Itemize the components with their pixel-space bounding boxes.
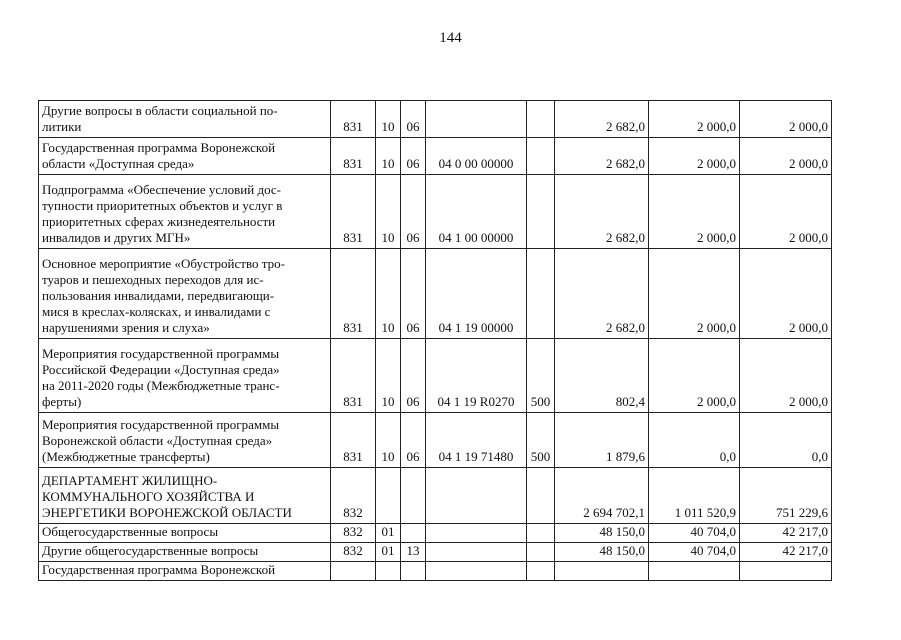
- cell-grbs: 831: [331, 138, 376, 175]
- cell-section: 10: [376, 249, 401, 339]
- cell-grbs: 831: [331, 175, 376, 249]
- cell-amount-year3: 2 000,0: [740, 339, 832, 413]
- cell-amount-year1: 2 682,0: [555, 175, 649, 249]
- cell-subsection: [401, 562, 426, 581]
- cell-grbs: 832: [331, 468, 376, 524]
- cell-amount-year3: 751 229,6: [740, 468, 832, 524]
- cell-grbs: 831: [331, 101, 376, 138]
- cell-section: 01: [376, 524, 401, 543]
- cell-grbs: 832: [331, 543, 376, 562]
- cell-amount-year2: 2 000,0: [649, 175, 740, 249]
- cell-subsection: 06: [401, 101, 426, 138]
- cell-target-article: 04 1 19 R0270: [426, 339, 527, 413]
- cell-amount-year3: 2 000,0: [740, 175, 832, 249]
- budget-table: [38, 100, 832, 581]
- cell-section: 10: [376, 101, 401, 138]
- cell-grbs: 831: [331, 413, 376, 468]
- table-row: [39, 249, 832, 339]
- row-name: Другие вопросы в области социальной по- литики: [39, 101, 331, 138]
- cell-target-article: 04 1 00 00000: [426, 175, 527, 249]
- cell-amount-year2: 40 704,0: [649, 524, 740, 543]
- cell-amount-year1: 2 682,0: [555, 138, 649, 175]
- cell-section: 10: [376, 339, 401, 413]
- cell-target-article: [426, 543, 527, 562]
- cell-amount-year1: 48 150,0: [555, 543, 649, 562]
- row-name: Другие общегосударственные вопросы: [39, 543, 331, 562]
- cell-section: [376, 468, 401, 524]
- cell-amount-year3: 0,0: [740, 413, 832, 468]
- cell-subsection: 13: [401, 543, 426, 562]
- cell-amount-year2: 2 000,0: [649, 101, 740, 138]
- row-name: Общегосударственные вопросы: [39, 524, 331, 543]
- cell-amount-year1: 2 682,0: [555, 249, 649, 339]
- cell-section: 10: [376, 138, 401, 175]
- cell-expense-type: [527, 562, 555, 581]
- cell-amount-year2: 2 000,0: [649, 138, 740, 175]
- cell-section: 10: [376, 413, 401, 468]
- cell-subsection: 06: [401, 138, 426, 175]
- cell-target-article: [426, 468, 527, 524]
- cell-subsection: 06: [401, 249, 426, 339]
- row-name: Государственная программа Воронежской области «Доступная среда»: [39, 138, 331, 175]
- cell-expense-type: 500: [527, 413, 555, 468]
- table-row: [39, 543, 832, 562]
- cell-target-article: [426, 101, 527, 138]
- cell-amount-year2: 40 704,0: [649, 543, 740, 562]
- cell-subsection: [401, 524, 426, 543]
- row-name: Основное мероприятие «Обустройство тро- туаров и пешеходных переходов для ис- пользования инвалидами, передвигающи- мися в креслах-колясках, и инвалидами с нарушениями зрения и слуха»: [39, 249, 331, 339]
- cell-amount-year1: 1 879,6: [555, 413, 649, 468]
- cell-section: 01: [376, 543, 401, 562]
- row-name: Мероприятия государственной программы Российской Федерации «Доступная среда» на 2011-2020 годы (Межбюджетные транс- ферты): [39, 339, 331, 413]
- cell-section: 10: [376, 175, 401, 249]
- cell-expense-type: [527, 468, 555, 524]
- cell-amount-year1: 802,4: [555, 339, 649, 413]
- table-row: [39, 524, 832, 543]
- cell-subsection: 06: [401, 175, 426, 249]
- cell-target-article: 04 1 19 00000: [426, 249, 527, 339]
- cell-amount-year1: [555, 562, 649, 581]
- cell-amount-year3: [740, 562, 832, 581]
- cell-amount-year3: 42 217,0: [740, 543, 832, 562]
- cell-subsection: [401, 468, 426, 524]
- cell-amount-year2: 0,0: [649, 413, 740, 468]
- cell-target-article: 04 1 19 71480: [426, 413, 527, 468]
- cell-amount-year1: 48 150,0: [555, 524, 649, 543]
- cell-target-article: [426, 524, 527, 543]
- cell-amount-year3: 2 000,0: [740, 138, 832, 175]
- table-row: [39, 339, 832, 413]
- cell-subsection: 06: [401, 339, 426, 413]
- cell-grbs: 831: [331, 249, 376, 339]
- cell-amount-year3: 2 000,0: [740, 249, 832, 339]
- cell-amount-year1: 2 694 702,1: [555, 468, 649, 524]
- cell-amount-year2: 2 000,0: [649, 339, 740, 413]
- cell-expense-type: [527, 543, 555, 562]
- cell-target-article: [426, 562, 527, 581]
- cell-expense-type: [527, 101, 555, 138]
- cell-expense-type: [527, 175, 555, 249]
- cell-amount-year3: 42 217,0: [740, 524, 832, 543]
- table-row: [39, 175, 832, 249]
- cell-expense-type: [527, 249, 555, 339]
- row-name: Мероприятия государственной программы Воронежской области «Доступная среда» (Межбюджетные трансферты): [39, 413, 331, 468]
- cell-amount-year3: 2 000,0: [740, 101, 832, 138]
- cell-expense-type: 500: [527, 339, 555, 413]
- table-row: [39, 562, 832, 581]
- table-row: [39, 101, 832, 138]
- cell-grbs: 831: [331, 339, 376, 413]
- cell-expense-type: [527, 524, 555, 543]
- row-name: Государственная программа Воронежской: [39, 562, 331, 581]
- cell-expense-type: [527, 138, 555, 175]
- cell-section: [376, 562, 401, 581]
- cell-amount-year1: 2 682,0: [555, 101, 649, 138]
- cell-grbs: [331, 562, 376, 581]
- cell-subsection: 06: [401, 413, 426, 468]
- page-number: 144: [439, 30, 462, 46]
- row-name: Подпрограмма «Обеспечение условий дос- тупности приоритетных объектов и услуг в приоритетных сферах жизнедеятельности инвалидов и других МГН»: [39, 175, 331, 249]
- row-name: ДЕПАРТАМЕНТ ЖИЛИЩНО- КОММУНАЛЬНОГО ХОЗЯЙСТВА И ЭНЕРГЕТИКИ ВОРОНЕЖСКОЙ ОБЛАСТИ: [39, 468, 331, 524]
- cell-amount-year2: 2 000,0: [649, 249, 740, 339]
- cell-amount-year2: [649, 562, 740, 581]
- cell-target-article: 04 0 00 00000: [426, 138, 527, 175]
- budget-table-body: [39, 101, 832, 581]
- cell-amount-year2: 1 011 520,9: [649, 468, 740, 524]
- cell-grbs: 832: [331, 524, 376, 543]
- table-row: [39, 413, 832, 468]
- table-row: [39, 138, 832, 175]
- table-row: [39, 468, 832, 524]
